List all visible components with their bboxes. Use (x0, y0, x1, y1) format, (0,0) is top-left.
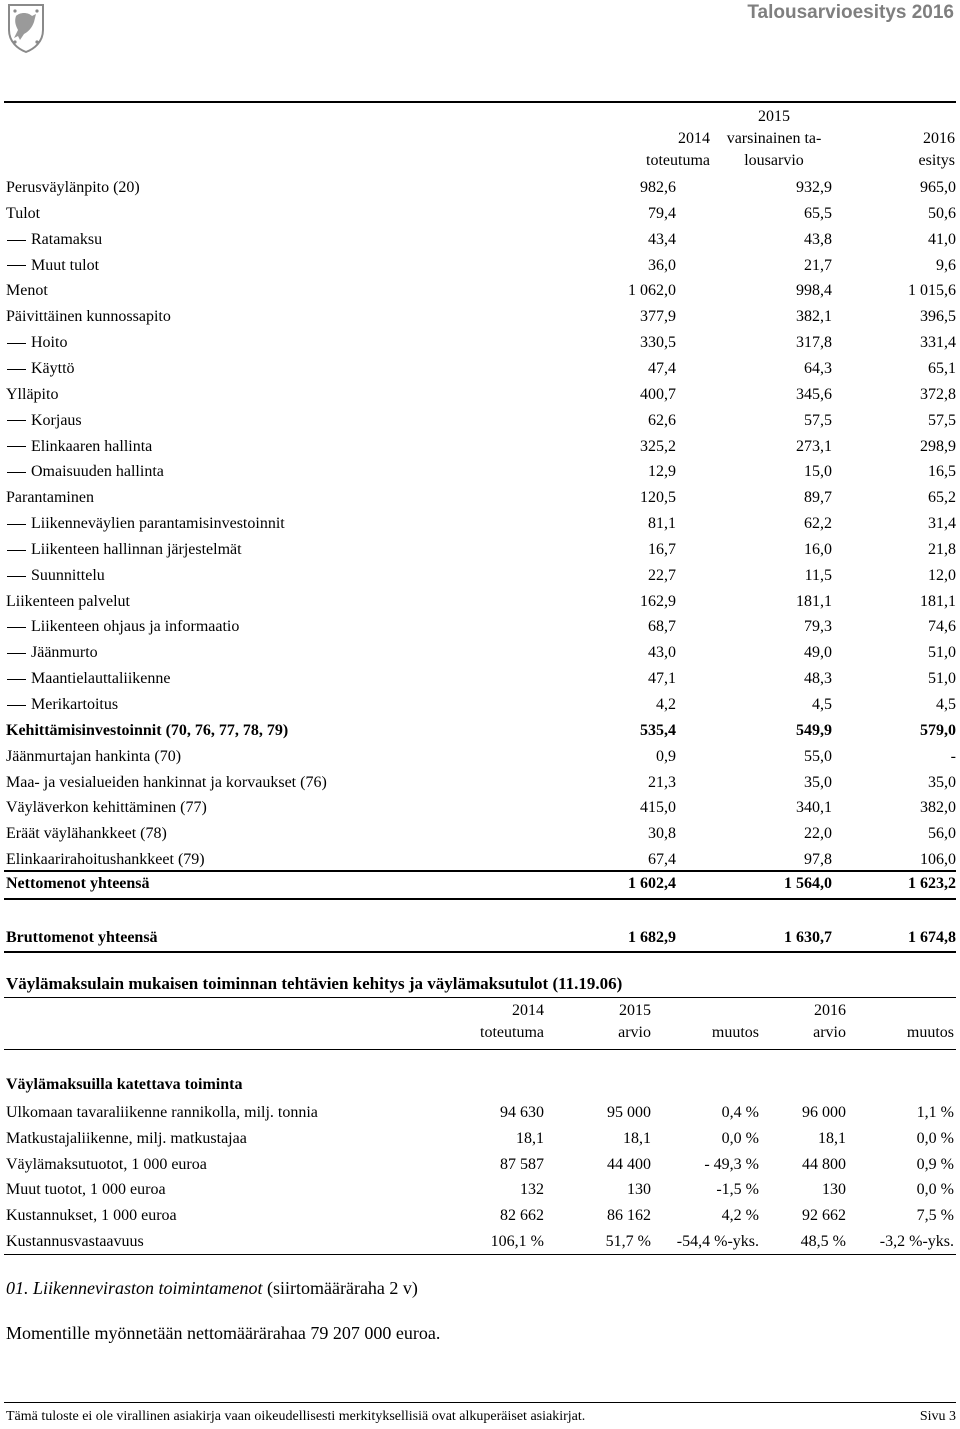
table-row (4, 565, 956, 587)
row-label-text: Maa- ja vesialueiden hankinnat ja korvaukset (76) (6, 773, 327, 791)
cell-value: 51,0 (928, 644, 956, 662)
table-row (4, 1231, 956, 1253)
indent-dash (7, 550, 26, 551)
cell-value: 965,0 (920, 179, 956, 196)
row-label (4, 616, 239, 638)
cell-value: -54,4 %-yks. (676, 1233, 759, 1250)
indent-dash (7, 679, 26, 680)
cell-value: 41,0 (928, 230, 956, 248)
cell-value: 181,1 (796, 592, 832, 610)
table2-section-title: Väylämaksuilla katettava toiminta (6, 1076, 243, 1093)
cell-value: 372,8 (920, 385, 956, 403)
cell-value: - (950, 747, 956, 765)
cell-value: 87 587 (500, 1155, 544, 1173)
row-label-text: Korjaus (31, 411, 82, 429)
table2-col-header: muutos (906, 1024, 954, 1041)
row-label-text: Menot (6, 282, 48, 300)
row-label-text: Maantielauttaliikenne (31, 670, 171, 688)
indent-dash (7, 265, 26, 266)
cell-value: 932,9 (796, 179, 832, 196)
cell-value: 79,4 (648, 204, 676, 222)
row-label-text: Hoito (31, 334, 68, 352)
row-label-text: Tulot (6, 204, 41, 222)
cell-value: 330,5 (640, 334, 676, 352)
table-row (4, 410, 956, 432)
cell-value: 97,8 (804, 851, 832, 869)
row-label (4, 694, 118, 716)
table-top-rule (4, 101, 956, 103)
table-row (4, 280, 956, 302)
cell-value: 50,6 (928, 204, 956, 222)
table2-col-header: 2014 toteutuma (480, 1002, 544, 1041)
cell-value: 18,1 (623, 1129, 651, 1147)
cell-value: 43,4 (648, 230, 676, 248)
cell-value: 16,7 (648, 540, 676, 558)
row-label-text: Elinkaarirahoitushankkeet (79) (6, 851, 205, 869)
cell-value: 22,7 (648, 566, 676, 584)
table-row (4, 203, 956, 225)
row-label (6, 306, 171, 328)
cell-value: 47,1 (648, 670, 676, 688)
cell-value: 0,0 % (916, 1181, 954, 1199)
cell-value: 89,7 (804, 489, 832, 507)
moment-title-italic: 01. Liikenneviraston toimintamenot (6, 1278, 263, 1298)
row-label (4, 358, 75, 380)
cell-value: 130 (822, 1181, 846, 1199)
cell-value: 130 (627, 1181, 651, 1199)
cell-value: 18,1 (818, 1129, 846, 1147)
row-label (4, 436, 152, 458)
cell-value: 4,2 % (721, 1207, 759, 1225)
indent-dash (7, 343, 26, 344)
row-label-text: Eräät väylähankkeet (78) (6, 825, 167, 843)
col-header-2015: 2015 varsinainen ta- lousarvio (726, 108, 822, 169)
page-number: Sivu 3 (919, 1409, 956, 1424)
cell-value: 181,1 (920, 592, 956, 610)
table-row (4, 539, 956, 561)
table-row (4, 1128, 956, 1150)
table-row (4, 1205, 956, 1227)
table-row (4, 772, 956, 794)
cell-value: 62,6 (648, 411, 676, 429)
cell-value: 92 662 (802, 1207, 846, 1225)
row-label: Väylämaksutuotot, 1 000 euroa (6, 1155, 207, 1173)
table2-col-header: muutos (711, 1024, 759, 1041)
cell-value: 51,7 % (605, 1233, 651, 1250)
row-label (6, 203, 40, 225)
cell-value: 57,5 (928, 411, 956, 429)
cell-value: 415,0 (640, 799, 676, 817)
cell-value: 30,8 (648, 825, 676, 843)
cell-value: 35,0 (804, 773, 832, 791)
row-label-text: Muut tulot (31, 256, 100, 274)
cell-value: 0,0 % (721, 1129, 759, 1147)
moment-title-rest: (siirtomääräraha 2 v) (262, 1278, 418, 1298)
indent-dash (7, 705, 26, 706)
cell-value: 81,1 (648, 515, 676, 533)
table-row (4, 436, 956, 458)
row-label (6, 823, 167, 845)
row-label (6, 746, 181, 768)
cell-value: 43,0 (648, 644, 676, 662)
row-label (6, 849, 205, 871)
indent-dash (7, 369, 26, 370)
row-label-text: Käyttö (31, 359, 75, 377)
cell-value: 340,1 (796, 799, 832, 817)
cell-value: 377,9 (640, 308, 676, 326)
gross-total-rule (4, 951, 956, 953)
gross-total-row: Bruttomenot yhteensä 1 682,9 1 630,7 1 674,8 (6, 929, 956, 946)
row-label (4, 539, 242, 561)
cell-value: 273,1 (796, 437, 832, 455)
row-label-text: Elinkaaren hallinta (31, 437, 153, 455)
cell-value: 48,3 (804, 670, 832, 688)
row-label (6, 772, 327, 794)
indent-dash (7, 472, 26, 473)
cell-value: 36,0 (648, 256, 676, 274)
cell-value: 4,5 (812, 696, 832, 713)
table-row (4, 177, 956, 199)
row-label-text: Väyläverkon kehittäminen (77) (6, 799, 207, 817)
cell-value: 47,4 (648, 359, 676, 377)
coat-of-arms-icon (6, 2, 46, 54)
cell-value: 0,9 (656, 747, 676, 765)
table2-title: Väylämaksulain mukaisen toiminnan tehtävien kehitys ja väylämaksutulot (11.19.06) (6, 974, 623, 993)
table-row (4, 332, 956, 354)
row-label (4, 565, 105, 587)
row-label (6, 487, 94, 509)
indent-dash (7, 240, 26, 241)
row-label-text: Jäänmurto (31, 644, 98, 662)
table-row (4, 255, 956, 277)
cell-value: 57,5 (804, 411, 832, 429)
cell-value: 82 662 (500, 1207, 544, 1225)
indent-dash (7, 576, 26, 577)
cell-value: 7,5 % (916, 1207, 954, 1225)
indent-dash (7, 627, 26, 628)
cell-value: 64,3 (804, 359, 832, 377)
cell-value: 998,4 (796, 282, 832, 300)
cell-value: 79,3 (804, 618, 832, 636)
cell-value: 1 062,0 (628, 282, 676, 300)
moment-title (6, 1278, 418, 1299)
cell-value: 12,9 (648, 463, 676, 481)
cell-value: 345,6 (796, 385, 832, 403)
table2-bottom-rule (4, 1254, 956, 1255)
cell-value: 382,1 (796, 308, 832, 326)
table-row (4, 668, 956, 690)
row-label (4, 255, 99, 277)
cell-value: 0,0 % (916, 1129, 954, 1147)
cell-value: 400,7 (640, 385, 676, 403)
indent-dash (7, 524, 26, 525)
cell-value: 31,4 (928, 515, 956, 533)
cell-value: 65,5 (804, 204, 832, 222)
net-total-rule-top (4, 870, 956, 872)
row-label-text: Parantaminen (6, 489, 94, 507)
cell-value: 11,5 (804, 566, 832, 584)
row-label (4, 410, 82, 432)
cell-value: 1,1 % (916, 1104, 954, 1121)
cell-value: 0,4 % (721, 1104, 759, 1121)
table2-col-header: 2015 arvio (618, 1002, 651, 1041)
col-header-2016: 2016 esitys (918, 130, 955, 169)
table2-top-rule (4, 997, 956, 998)
moment-text: Momentille myönnetään nettomäärärahaa 79 207 000 euroa. (6, 1323, 441, 1343)
table-row (4, 797, 956, 819)
cell-value: 21,8 (928, 540, 956, 558)
table-row (4, 1154, 956, 1176)
cell-value: 55,0 (804, 747, 832, 765)
cell-value: 74,6 (928, 618, 956, 636)
cell-value: 65,1 (928, 359, 956, 377)
table-row (4, 229, 956, 251)
row-label-text: Perusväylänpito (20) (6, 179, 140, 196)
row-label (4, 668, 171, 690)
table-row (4, 694, 956, 716)
cell-value: 12,0 (928, 566, 956, 584)
cell-value: 106,0 (920, 851, 956, 869)
row-label: Muut tuotot, 1 000 euroa (6, 1181, 166, 1199)
cell-value: 1 015,6 (908, 282, 956, 300)
row-label (6, 720, 288, 742)
cell-value: -1,5 % (716, 1181, 759, 1199)
footer-disclaimer: Tämä tuloste ei ole virallinen asiakirja vaan oikeudellisesti merkityksellisiä ovat alkuperäiset asiakirjat. (6, 1409, 586, 1424)
cell-value: 549,9 (796, 721, 832, 739)
row-label-text: Merikartoitus (31, 696, 119, 713)
table-row (4, 849, 956, 871)
row-label (4, 461, 164, 483)
row-label (4, 229, 102, 251)
row-label: Ulkomaan tavaraliikenne rannikolla, milj. tonnia (6, 1104, 318, 1121)
cell-value: 16,5 (928, 463, 956, 481)
row-label: Kustannusvastaavuus (6, 1233, 144, 1250)
table-row (4, 461, 956, 483)
row-label (6, 280, 48, 302)
cell-value: 44 400 (607, 1155, 651, 1173)
cell-value: 298,9 (920, 437, 956, 455)
table-row (4, 591, 956, 613)
row-label-text: Liikenteen hallinnan järjestelmät (31, 540, 242, 558)
row-label (4, 642, 98, 664)
cell-value: 120,5 (640, 489, 676, 507)
cell-value: 96 000 (802, 1104, 846, 1121)
table-row (4, 746, 956, 768)
row-label-text: Päivittäinen kunnossapito (6, 308, 171, 326)
row-label-text: Suunnittelu (31, 566, 105, 584)
table-row (4, 616, 956, 638)
cell-value: 43,8 (804, 230, 832, 248)
cell-value: 48,5 % (800, 1233, 846, 1250)
cell-value: 62,2 (804, 515, 832, 533)
row-label-text: Kehittämisinvestoinnit (70, 76, 77, 78, 79) (6, 721, 289, 739)
row-label (6, 384, 58, 406)
cell-value: 35,0 (928, 773, 956, 791)
cell-value: 56,0 (928, 825, 956, 843)
table2-col-header: 2016 arvio (813, 1002, 846, 1041)
table-row (4, 513, 956, 535)
row-label: Kustannukset, 1 000 euroa (6, 1207, 177, 1225)
cell-value: 106,1 % (490, 1233, 544, 1250)
row-label-text: Liikenteen palvelut (6, 592, 130, 610)
table-row (4, 384, 956, 406)
cell-value: 94 630 (500, 1104, 544, 1121)
table-row (4, 306, 956, 328)
cell-value: 21,7 (804, 256, 832, 274)
table-row (4, 823, 956, 845)
row-label (6, 177, 140, 199)
cell-value: 67,4 (648, 851, 676, 869)
cell-value: 162,9 (640, 592, 676, 610)
col-header-2014: 2014 toteutuma (646, 130, 710, 169)
cell-value: 18,1 (516, 1129, 544, 1147)
cell-value: 51,0 (928, 670, 956, 688)
cell-value: 982,6 (640, 179, 676, 196)
cell-value: 49,0 (804, 644, 832, 662)
cell-value: 325,2 (640, 437, 676, 455)
cell-value: 21,3 (648, 773, 676, 791)
row-label-text: Omaisuuden hallinta (31, 463, 164, 481)
cell-value: 65,2 (928, 489, 956, 507)
indent-dash (7, 420, 26, 421)
cell-value: 317,8 (796, 334, 832, 352)
table-row (4, 358, 956, 380)
row-label: Matkustajaliikenne, milj. matkustajaa (6, 1129, 247, 1147)
cell-value: 4,2 (656, 696, 676, 713)
document-title: Talousarvioesitys 2016 (747, 2, 954, 23)
row-label-text: Liikenteen ohjaus ja informaatio (31, 618, 240, 636)
row-label (6, 797, 207, 819)
cell-value: 579,0 (920, 721, 956, 739)
table-row (4, 1179, 956, 1201)
cell-value: - 49,3 % (704, 1155, 759, 1173)
cell-value: 132 (520, 1181, 544, 1199)
net-total-row: Nettomenot yhteensä 1 602,4 1 564,0 1 623,2 (6, 875, 956, 892)
table-row (4, 642, 956, 664)
cell-value: 15,0 (804, 463, 832, 481)
cell-value: 44 800 (802, 1155, 846, 1173)
table-row (4, 1102, 956, 1124)
table-row (4, 487, 956, 509)
cell-value: 86 162 (607, 1207, 651, 1225)
cell-value: 382,0 (920, 799, 956, 817)
cell-value: 22,0 (804, 825, 832, 843)
row-label-text: Jäänmurtajan hankinta (70) (6, 747, 182, 765)
cell-value: 535,4 (640, 721, 676, 739)
row-label-text: Ratamaksu (31, 230, 103, 248)
cell-value: 396,5 (920, 308, 956, 326)
cell-value: -3,2 %-yks. (879, 1233, 954, 1250)
row-label (4, 513, 285, 535)
indent-dash (7, 653, 26, 654)
row-label-text: Ylläpito (6, 385, 59, 403)
cell-value: 4,5 (936, 696, 956, 713)
row-label-text: Liikenneväylien parantamisinvestoinnit (31, 515, 285, 533)
row-label (4, 332, 67, 354)
cell-value: 9,6 (936, 256, 956, 274)
table-row (4, 720, 956, 742)
cell-value: 16,0 (804, 540, 832, 558)
row-label (6, 591, 130, 613)
footer-rule (4, 1402, 956, 1403)
cell-value: 68,7 (648, 618, 676, 636)
cell-value: 331,4 (920, 334, 956, 352)
table2-header-rule (4, 1049, 956, 1050)
net-total-rule-bottom (4, 898, 956, 900)
cell-value: 0,9 % (916, 1155, 954, 1173)
indent-dash (7, 446, 26, 447)
cell-value: 95 000 (607, 1104, 651, 1121)
